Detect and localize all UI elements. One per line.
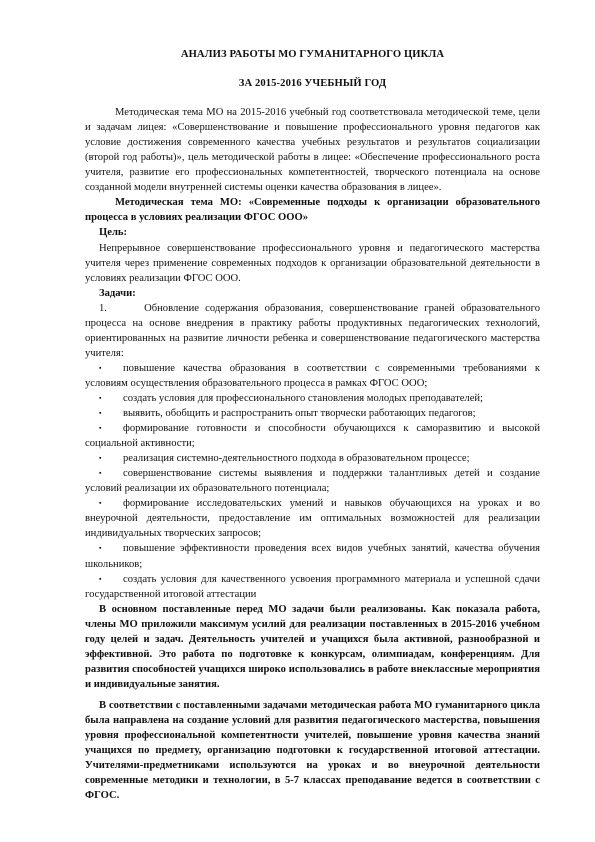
results-paragraph-1: В основном поставленные перед МО задачи были реализованы. Как показала работа, члены МО приложили максимум усилий для реализации поставленных в 2015-2016 учебном году целей и задач. Деятельность учителей и учащихся была активной, разнообразной и эффективной. Это работа по подготовке к конкурсам, олимпиадам, конференциям. Для развития способностей учащихся широко использовались в работе внеклассные мероприятия и индивидуальные занятия.	[85, 603, 540, 690]
document-title: АНАЛИЗ РАБОТЫ МО ГУМАНИТАРНОГО ЦИКЛА	[180, 49, 445, 60]
goal-text: Непрерывное совершенствование профессионального уровня и педагогического мастерства учителя через применение современных подходов к организации образовательной деятельности в условиях реализации ФГОС ООО.	[85, 242, 540, 284]
bullet-item: ▪ совершенствование системы выявления и поддержки талантливых детей и создание условий реализации их образовательного потенциала;	[85, 466, 540, 496]
bullet-item: ▪ создать условия для профессионального становления молодых преподавателей;	[85, 391, 540, 406]
goal-label: Цель:	[99, 227, 128, 239]
document-subtitle: ЗА 2015-2016 УЧЕБНЫЙ ГОД	[238, 78, 387, 90]
bullet-item: ▪ реализация системно-деятельностного подхода в образовательном процессе;	[85, 451, 540, 466]
bullet-item: ▪ формирование исследовательских умений и навыков обучающихся на уроках и во внеурочной деятельности, предоставление им оптимальных возможностей для реализации индивидуальных творческих запросов;	[85, 496, 540, 541]
bullet-item: ▪ повышение качества образования в соответствии с современными требованиями к условиям осуществления образовательного процесса в рамках ФГОС ООО;	[85, 361, 540, 391]
tasks-label: Задачи:	[99, 287, 136, 299]
bullet-item: ▪ повышение эффективности проведения всех видов учебных занятий, качества обучения школьников;	[85, 541, 540, 571]
intro-paragraph: Методическая тема МО на 2015-2016 учебный год соответствовала методической теме, цели и задачам лицея: «Совершенствование и повышение профессионального уровня педагогов как условие достижения современного качества учебных результатов и результатов социализации (второй год работы)», цель методической работы в лицее: «Обеспечение профессионального роста учителя, развитие его профессиональных компетентностей, творческого потенциала на основе созданной модели внутренней системы оценки качества образования в лицее».	[85, 107, 540, 194]
bullet-item: ▪ формирование готовности и способности обучающихся к саморазвитию и высокой социальной активности;	[85, 421, 540, 451]
methodical-theme: Методическая тема МО: «Современные подходы к организации образовательного процесса в условиях реализации ФГОС ООО»	[85, 197, 540, 224]
bullet-item: ▪ создать условия для качественного усвоения программного материала и успешной сдачи государственной итоговой аттестации	[85, 572, 540, 602]
task-item-1: 1. Обновление содержания образования, совершенствование граней образовательного процесса на основе внедрения в практику работы продуктивных педагогических технологий, ориентированных на развитие личности ребенка и совершенствование педагогического мастерства учителя:	[85, 302, 540, 359]
results-paragraph-2: В соответствии с поставленными задачами методическая работа МО гуманитарного цикла была направлена на создание условий для развития педагогического мастерства, повышения уровня профессиональной компетентности учителей, повышение уровня качества знаний учащихся по предмету, организацию подготовки к государственной итоговой аттестации. Учителями-предметниками используются на уроках и во внеурочной деятельности современные методики и технологии, в 5-7 классах преподавание ведется в соответствии с ФГОС.	[85, 699, 540, 802]
bullet-item: ▪ выявить, обобщить и распространить опыт творчески работающих педагогов;	[85, 406, 540, 421]
